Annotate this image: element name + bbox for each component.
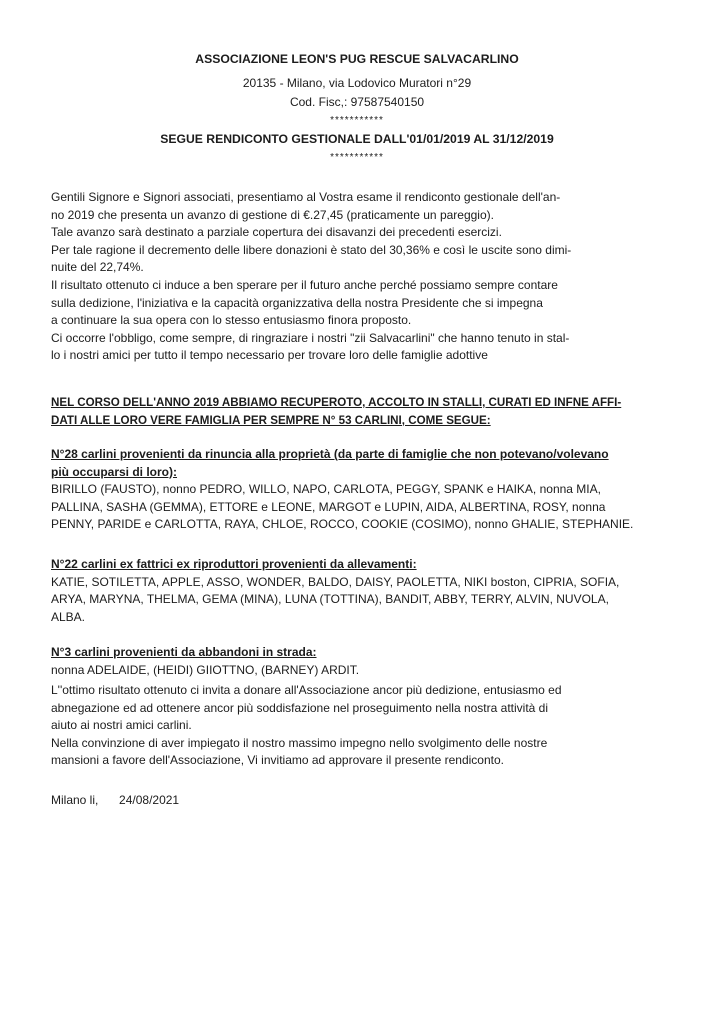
summary-line: NEL CORSO DELL'ANNO 2019 ABBIAMO RECUPEROTO, ACCOLTO IN STALLI, CURATI ED INFNE AFFI- xyxy=(51,396,622,409)
summary-heading xyxy=(51,394,631,429)
intro-line: Ci occorre l'obbligo, come sempre, di ringraziare i nostri "zii Salvacarlini" che hanno tenuto in stal- xyxy=(51,330,570,345)
closing-line: Nella convinzione di aver impiegato il nostro massimo impegno nello svolgimento delle nostre xyxy=(51,735,548,750)
intro-line: lo i nostri amici per tutto il tempo necessario per trovare loro delle famiglie adottive xyxy=(51,348,488,363)
summary-line: DATI ALLE LORO VERE FAMIGLIA PER SEMPRE N° 53 CARLINI, COME SEGUE: xyxy=(51,413,491,427)
closing-line: abnegazione ed ad ottenere ancor più soddisfazione nel proseguimento nella nostra attività di xyxy=(51,700,549,715)
separator-bottom: *********** xyxy=(330,152,384,163)
closing-line: mansioni a favore dell'Associazione, Vi invitiamo ad approvare il presente rendiconto. xyxy=(51,753,504,768)
group-heading: N°22 carlini ex fattrici ex riproduttori provenienti da allevamenti: xyxy=(51,557,417,571)
closing-paragraph xyxy=(51,682,631,770)
org-name: ASSOCIAZIONE LEON'S PUG RESCUE SALVACARLINO xyxy=(195,52,519,66)
signature-line xyxy=(51,792,631,810)
intro-line: Il risultato ottenuto ci induce a ben sperare per il futuro anche perché possiamo sempre contare xyxy=(51,277,558,292)
names-line: ARYA, MARYNA, THELMA, GEMA (MINA), LUNA (TOTTINA), BANDIT, ABBY, TERRY, ALVIN, NUVOLA, xyxy=(51,592,609,607)
separator-top: *********** xyxy=(330,115,384,126)
names-line: PALLINA, SASHA (GEMMA), ETTORE e LEONE, MARGOT e LUPIN, AIDA, ALBERTINA, ROSY, nonna xyxy=(51,499,606,514)
org-address: 20135 - Milano, via Lodovico Muratori n°29 xyxy=(242,76,472,90)
report-subtitle: SEGUE RENDICONTO GESTIONALE DALL'01/01/2019 AL 31/12/2019 xyxy=(160,132,554,146)
group-abandoned xyxy=(51,644,631,679)
intro-line: Per tale ragione il decremento delle libere donazioni è stato del 30,36% e così le uscite sono dimi- xyxy=(51,242,572,257)
group-heading: N°3 carlini provenienti da abbandoni in strada: xyxy=(51,645,317,659)
group-renounced xyxy=(51,446,634,534)
intro-line: Gentili Signore e Signori associati, presentiamo al Vostra esame il rendiconto gestionale dell'an- xyxy=(51,190,561,204)
names-line: ALBA. xyxy=(51,609,86,624)
group-heading: N°28 carlini provenienti da rinuncia alla proprietà (da parte di famiglie che non potevano/volevano xyxy=(51,447,609,461)
names-line: PENNY, PARIDE e CARLOTTA, RAYA, CHLOE, ROCCO, COOKIE (COSIMO), nonno GHALIE, STEPHANIE. xyxy=(51,517,634,532)
intro-line: Tale avanzo sarà destinato a parziale copertura dei disavanzi dei precedenti esercizi. xyxy=(51,225,502,240)
intro-line: no 2019 che presenta un avanzo di gestione di €.27,45 (praticamente un pareggio). xyxy=(51,207,494,222)
group-breeders xyxy=(51,556,631,626)
names-line: KATIE, SOTILETTA, APPLE, ASSO, WONDER, BALDO, DAISY, PAOLETTA, NIKI boston, CIPRIA, SOFIA, xyxy=(51,574,620,589)
intro-paragraph xyxy=(51,189,631,365)
closing-line: aiuto ai nostri amici carlini. xyxy=(51,718,192,733)
intro-line: a continuare la sua opera con lo stesso entusiasmo finora proposto. xyxy=(51,313,412,328)
tax-code: Cod. Fisc,: 97587540150 xyxy=(289,95,425,109)
signature-date: 24/08/2021 xyxy=(119,793,180,807)
names-line: BIRILLO (FAUSTO), nonno PEDRO, WILLO, NAPO, CARLOTA, PEGGY, SPANK e HAIKA, nonna MIA, xyxy=(51,482,601,497)
closing-line: L''ottimo risultato ottenuto ci invita a donare all'Associazione ancor più dedizione, entusiasmo ed xyxy=(51,683,562,697)
signature-place: Milano li, xyxy=(51,793,99,807)
group-heading: più occuparsi di loro): xyxy=(51,464,178,479)
intro-line: sulla dedizione, l'iniziativa e la capacità organizzativa della nostra Presidente che si impegna xyxy=(51,295,543,310)
names-line: nonna ADELAIDE, (HEIDI) GIIOTTNO, (BARNEY) ARDIT. xyxy=(51,662,360,677)
intro-line: nuite del 22,74%. xyxy=(51,260,144,275)
